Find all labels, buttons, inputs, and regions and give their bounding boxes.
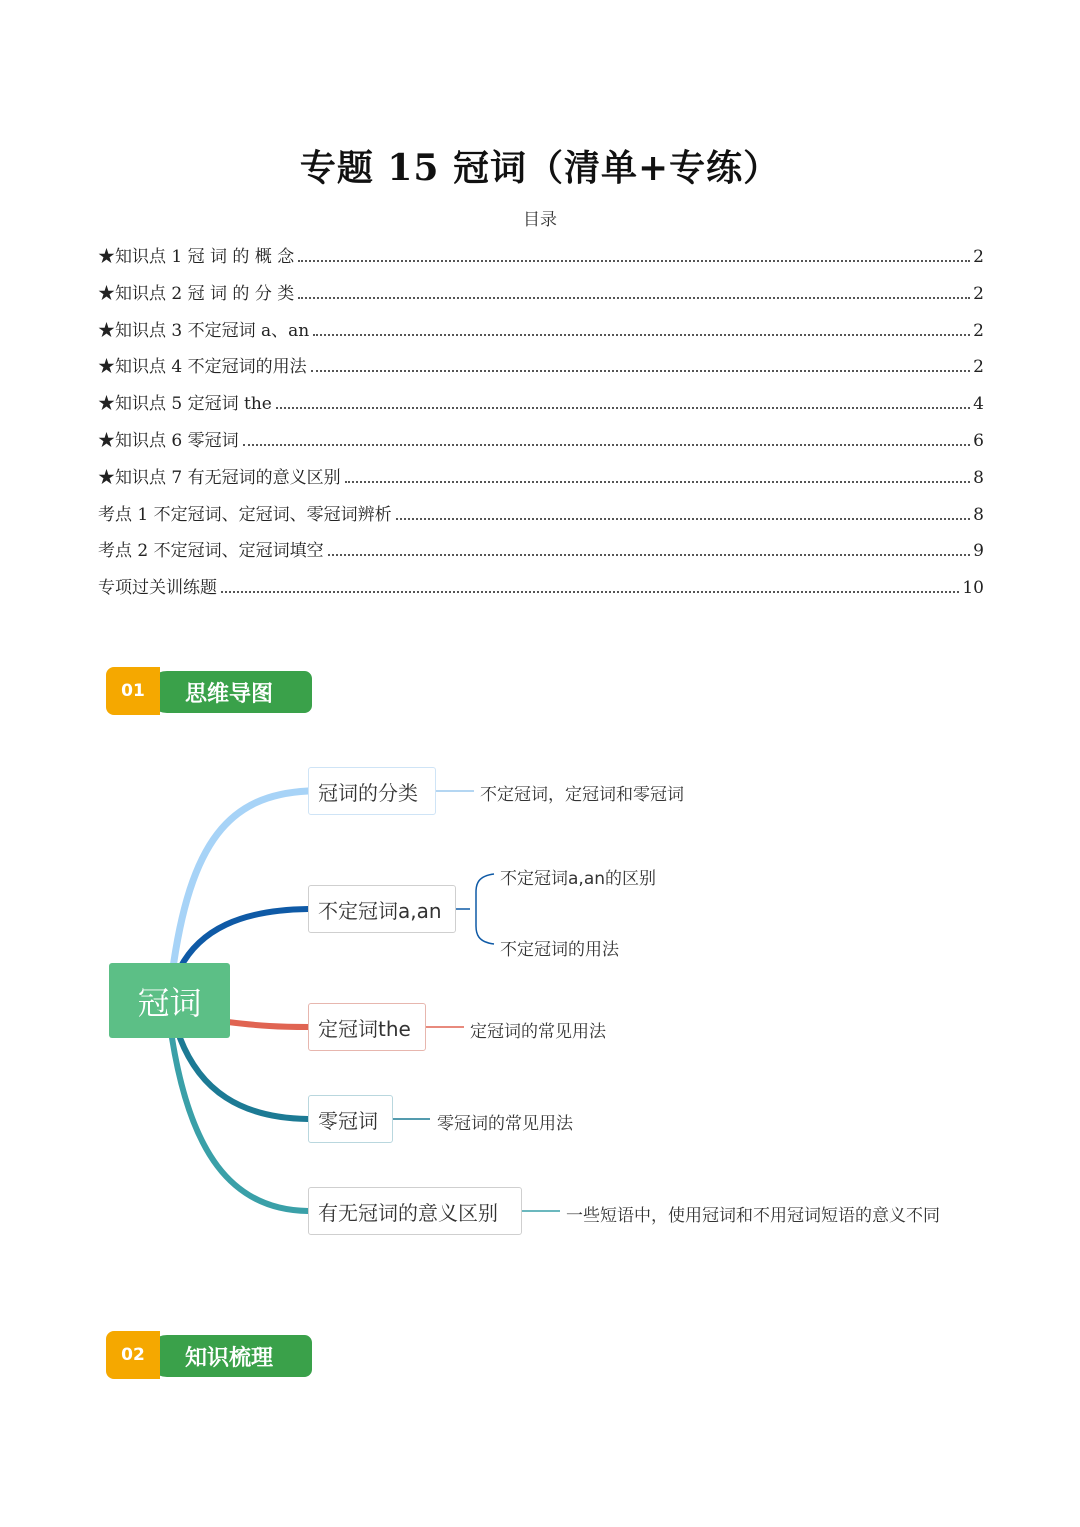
toc-entry-label: ★知识点 1 冠 词 的 概 念 [98, 247, 295, 267]
toc-entry-label: 考点 2 不定冠词、定冠词填空 [98, 541, 324, 562]
mindmap-root[interactable]: 冠词 [109, 963, 230, 1038]
leaf-difference-detail: 一些短语中，使用冠词和不用冠词短语的意义不同 [566, 1206, 940, 1226]
toc-entry-label: ★知识点 2 冠 词 的 分 类 [98, 283, 295, 304]
toc-entry-label: ★知识点 7 有无冠词的意义区别 [98, 467, 341, 488]
section-badge-label: 思维导图 [146, 671, 312, 713]
leaf-classification-detail: 不定冠词，定冠词和零冠词 [480, 785, 684, 805]
toc-entry-page: 4 [973, 394, 984, 415]
toc-entry-label: ★知识点 4 不定冠词的用法 [98, 357, 307, 378]
toc-entry-label: ★知识点 3 不定冠词 a、an [98, 320, 310, 341]
toc-entry-label: 考点 1 不定冠词、定冠词、零冠词辨析 [98, 504, 392, 525]
toc-entry-label: ★知识点 5 定冠词 the [98, 394, 272, 415]
toc-entry-page: 2 [973, 320, 984, 341]
leaf-indefinite-usage: 不定冠词的用法 [500, 940, 619, 960]
toc-entry-page: 10 [962, 578, 984, 599]
page-title: 专题 15 冠词（清单+专练） [299, 147, 781, 189]
toc-entry-label: ★知识点 6 零冠词 [98, 430, 239, 451]
toc-entry-page: 2 [973, 283, 984, 304]
toc-entry-label: 专项过关训练题 [98, 578, 217, 599]
toc-entry-page: 8 [973, 467, 984, 488]
toc-entry-page: 2 [973, 357, 984, 378]
toc-entry-page: 8 [973, 504, 984, 525]
branch-node-classification[interactable]: 冠词的分类 [308, 767, 436, 815]
section-badge-number: 01 [106, 667, 160, 715]
section-badge-label: 知识梳理 [146, 1335, 312, 1377]
leaf-indefinite-difference: 不定冠词a,an的区别 [500, 869, 657, 889]
branch-node-indefinite[interactable]: 不定冠词a,an [308, 885, 456, 933]
branch-line-definite [228, 1022, 308, 1027]
toc-entry-page: 9 [973, 541, 984, 562]
toc-heading: 目录 [523, 210, 557, 230]
branch-node-zero[interactable]: 零冠词 [308, 1095, 393, 1143]
leaf-zero-usage: 零冠词的常见用法 [437, 1114, 573, 1134]
leaf-definite-usage: 定冠词的常见用法 [470, 1022, 606, 1042]
section-badge-knowledge [106, 1331, 316, 1379]
branch-line-zero [180, 1038, 308, 1119]
leaf-bracket [456, 874, 494, 944]
branch-node-difference[interactable]: 有无冠词的意义区别 [308, 1187, 522, 1235]
branch-node-definite[interactable]: 定冠词the [308, 1003, 426, 1051]
branch-line-indefinite [180, 909, 308, 968]
section-badge-number: 02 [106, 1331, 160, 1379]
toc-entry-page: 6 [973, 430, 984, 451]
toc-entry-page: 2 [973, 247, 984, 267]
